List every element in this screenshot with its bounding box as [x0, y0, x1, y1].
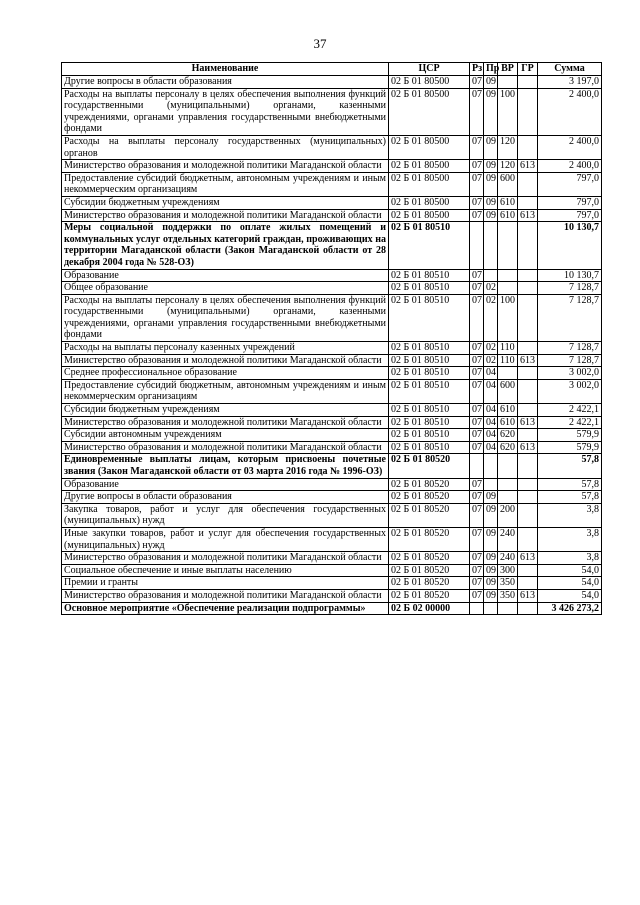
cell-csr: 02 Б 01 80500 — [389, 196, 470, 209]
cell-gr: 613 — [518, 209, 538, 222]
cell-gr — [518, 294, 538, 341]
cell-pr — [484, 602, 498, 615]
cell-rz: 07 — [470, 76, 484, 89]
cell-sum: 54,0 — [538, 577, 602, 590]
cell-rz: 07 — [470, 503, 484, 527]
cell-name: Министерство образования и молодежной политики Магаданской области — [62, 441, 389, 454]
cell-rz: 07 — [470, 282, 484, 295]
cell-sum: 3 197,0 — [538, 76, 602, 89]
cell-gr — [518, 577, 538, 590]
cell-pr: 09 — [484, 589, 498, 602]
cell-pr: 09 — [484, 527, 498, 551]
cell-rz: 07 — [470, 209, 484, 222]
cell-sum: 54,0 — [538, 564, 602, 577]
cell-gr — [518, 222, 538, 269]
cell-gr — [518, 564, 538, 577]
cell-name: Общее образование — [62, 282, 389, 295]
cell-csr: 02 Б 01 80500 — [389, 172, 470, 196]
cell-csr: 02 Б 01 80510 — [389, 222, 470, 269]
cell-pr — [484, 454, 498, 478]
cell-sum: 3,8 — [538, 552, 602, 565]
cell-vr — [498, 282, 518, 295]
cell-vr: 600 — [498, 172, 518, 196]
cell-pr — [484, 478, 498, 491]
cell-rz: 07 — [470, 88, 484, 135]
cell-name: Образование — [62, 478, 389, 491]
cell-rz: 07 — [470, 491, 484, 504]
cell-sum: 2 400,0 — [538, 88, 602, 135]
cell-gr — [518, 88, 538, 135]
cell-sum: 57,8 — [538, 491, 602, 504]
cell-pr: 04 — [484, 367, 498, 380]
cell-name: Закупка товаров, работ и услуг для обеспечения государственных (муниципальных) нужд — [62, 503, 389, 527]
cell-sum: 7 128,7 — [538, 282, 602, 295]
cell-pr: 09 — [484, 552, 498, 565]
cell-name: Предоставление субсидий бюджетным, автономным учреждениям и иным некоммерческим организациям — [62, 172, 389, 196]
cell-pr: 09 — [484, 88, 498, 135]
cell-sum: 3,8 — [538, 503, 602, 527]
table-row — [62, 160, 602, 173]
cell-pr: 04 — [484, 441, 498, 454]
cell-pr — [484, 269, 498, 282]
cell-name: Субсидии бюджетным учреждениям — [62, 196, 389, 209]
cell-rz: 07 — [470, 135, 484, 159]
cell-csr: 02 Б 02 00000 — [389, 602, 470, 615]
cell-gr — [518, 454, 538, 478]
table-row — [62, 196, 602, 209]
cell-gr: 613 — [518, 160, 538, 173]
column-header-name: Наименование — [62, 63, 389, 76]
cell-sum: 2 400,0 — [538, 135, 602, 159]
cell-sum: 54,0 — [538, 589, 602, 602]
cell-vr: 610 — [498, 416, 518, 429]
cell-pr: 09 — [484, 160, 498, 173]
cell-csr: 02 Б 01 80520 — [389, 552, 470, 565]
cell-csr: 02 Б 01 80520 — [389, 564, 470, 577]
cell-name: Социальное обеспечение и иные выплаты населению — [62, 564, 389, 577]
cell-gr — [518, 342, 538, 355]
cell-rz: 07 — [470, 404, 484, 417]
cell-vr — [498, 454, 518, 478]
cell-sum: 57,8 — [538, 454, 602, 478]
cell-name: Единовременные выплаты лицам, которым присвоены почетные звания (Закон Магаданской области от 03 марта 2016 года № 1996-ОЗ) — [62, 454, 389, 478]
cell-csr: 02 Б 01 80520 — [389, 491, 470, 504]
table-row — [62, 441, 602, 454]
cell-name: Министерство образования и молодежной политики Магаданской области — [62, 209, 389, 222]
cell-rz: 07 — [470, 564, 484, 577]
table-row — [62, 429, 602, 442]
cell-pr: 09 — [484, 135, 498, 159]
table-row — [62, 577, 602, 590]
cell-name: Иные закупки товаров, работ и услуг для обеспечения государственных (муниципальных) нужд — [62, 527, 389, 551]
cell-pr: 04 — [484, 416, 498, 429]
cell-name: Расходы на выплаты персоналу в целях обеспечения выполнения функций государственными (муниципальными) органами, казенными учреждениями, органами управления государственными внебюджетными фондами — [62, 294, 389, 341]
cell-gr — [518, 367, 538, 380]
cell-csr: 02 Б 01 80510 — [389, 269, 470, 282]
cell-vr — [498, 269, 518, 282]
table-row — [62, 416, 602, 429]
cell-vr: 240 — [498, 527, 518, 551]
table-row — [62, 491, 602, 504]
column-header-rz: Рз — [470, 63, 484, 76]
cell-vr: 100 — [498, 88, 518, 135]
cell-vr — [498, 76, 518, 89]
cell-gr — [518, 196, 538, 209]
cell-rz: 07 — [470, 589, 484, 602]
cell-csr: 02 Б 01 80510 — [389, 294, 470, 341]
cell-rz: 07 — [470, 379, 484, 403]
cell-gr: 613 — [518, 354, 538, 367]
cell-name: Другие вопросы в области образования — [62, 76, 389, 89]
cell-sum: 3 002,0 — [538, 379, 602, 403]
cell-csr: 02 Б 01 80520 — [389, 503, 470, 527]
cell-rz: 07 — [470, 577, 484, 590]
cell-rz — [470, 454, 484, 478]
cell-rz: 07 — [470, 160, 484, 173]
cell-name: Премии и гранты — [62, 577, 389, 590]
cell-rz: 07 — [470, 354, 484, 367]
cell-sum: 579,9 — [538, 441, 602, 454]
cell-csr: 02 Б 01 80520 — [389, 527, 470, 551]
cell-pr: 09 — [484, 76, 498, 89]
cell-csr: 02 Б 01 80510 — [389, 282, 470, 295]
table-row — [62, 552, 602, 565]
cell-sum: 57,8 — [538, 478, 602, 491]
cell-vr: 110 — [498, 342, 518, 355]
cell-gr — [518, 602, 538, 615]
cell-csr: 02 Б 01 80510 — [389, 404, 470, 417]
cell-csr: 02 Б 01 80500 — [389, 76, 470, 89]
cell-vr: 200 — [498, 503, 518, 527]
cell-sum: 2 400,0 — [538, 160, 602, 173]
cell-pr: 02 — [484, 282, 498, 295]
cell-pr: 09 — [484, 564, 498, 577]
cell-vr — [498, 367, 518, 380]
cell-gr — [518, 282, 538, 295]
column-header-csr: ЦСР — [389, 63, 470, 76]
table-row — [62, 209, 602, 222]
cell-name: Основное мероприятие «Обеспечение реализации подпрограммы» — [62, 602, 389, 615]
cell-pr: 02 — [484, 342, 498, 355]
column-header-sum: Сумма — [538, 63, 602, 76]
cell-csr: 02 Б 01 80510 — [389, 429, 470, 442]
table-header-row — [62, 63, 602, 76]
cell-vr: 610 — [498, 209, 518, 222]
cell-pr: 09 — [484, 209, 498, 222]
cell-rz: 07 — [470, 342, 484, 355]
cell-rz: 07 — [470, 269, 484, 282]
cell-gr: 613 — [518, 589, 538, 602]
cell-csr: 02 Б 01 80510 — [389, 416, 470, 429]
cell-rz: 07 — [470, 441, 484, 454]
cell-gr — [518, 172, 538, 196]
cell-vr: 240 — [498, 552, 518, 565]
cell-name: Расходы на выплаты персоналу казенных учреждений — [62, 342, 389, 355]
cell-name: Министерство образования и молодежной политики Магаданской области — [62, 354, 389, 367]
table-body — [62, 76, 602, 615]
cell-pr: 04 — [484, 429, 498, 442]
cell-csr: 02 Б 01 80500 — [389, 209, 470, 222]
cell-vr: 120 — [498, 135, 518, 159]
table-row — [62, 367, 602, 380]
cell-csr: 02 Б 01 80500 — [389, 135, 470, 159]
cell-csr: 02 Б 01 80520 — [389, 577, 470, 590]
table-row — [62, 222, 602, 269]
cell-sum: 10 130,7 — [538, 222, 602, 269]
cell-vr: 610 — [498, 196, 518, 209]
cell-csr: 02 Б 01 80520 — [389, 589, 470, 602]
cell-sum: 7 128,7 — [538, 294, 602, 341]
cell-rz: 07 — [470, 552, 484, 565]
table-row — [62, 354, 602, 367]
cell-pr: 04 — [484, 404, 498, 417]
table-row — [62, 527, 602, 551]
cell-sum: 3,8 — [538, 527, 602, 551]
cell-name: Министерство образования и молодежной политики Магаданской области — [62, 589, 389, 602]
cell-vr: 300 — [498, 564, 518, 577]
table-row — [62, 589, 602, 602]
cell-sum: 2 422,1 — [538, 416, 602, 429]
cell-name: Среднее профессиональное образование — [62, 367, 389, 380]
table-row — [62, 294, 602, 341]
cell-csr: 02 Б 01 80510 — [389, 379, 470, 403]
table-row — [62, 404, 602, 417]
cell-sum: 579,9 — [538, 429, 602, 442]
cell-pr: 04 — [484, 379, 498, 403]
cell-vr: 350 — [498, 577, 518, 590]
cell-rz: 07 — [470, 478, 484, 491]
cell-gr — [518, 429, 538, 442]
table-row — [62, 269, 602, 282]
budget-table — [61, 62, 602, 615]
cell-name: Субсидии бюджетным учреждениям — [62, 404, 389, 417]
cell-csr: 02 Б 01 80510 — [389, 354, 470, 367]
cell-name: Субсидии автономным учреждениям — [62, 429, 389, 442]
cell-sum: 797,0 — [538, 172, 602, 196]
cell-name: Расходы на выплаты персоналу государственных (муниципальных) органов — [62, 135, 389, 159]
cell-csr: 02 Б 01 80500 — [389, 88, 470, 135]
cell-vr — [498, 478, 518, 491]
table-row — [62, 88, 602, 135]
page-number: 37 — [313, 36, 327, 51]
cell-gr — [518, 76, 538, 89]
cell-vr: 120 — [498, 160, 518, 173]
cell-csr: 02 Б 01 80510 — [389, 342, 470, 355]
cell-csr: 02 Б 01 80520 — [389, 478, 470, 491]
cell-pr: 09 — [484, 196, 498, 209]
cell-sum: 3 426 273,2 — [538, 602, 602, 615]
cell-gr — [518, 269, 538, 282]
cell-gr — [518, 404, 538, 417]
table-row — [62, 172, 602, 196]
table-row — [62, 282, 602, 295]
cell-sum: 797,0 — [538, 196, 602, 209]
cell-csr: 02 Б 01 80520 — [389, 454, 470, 478]
cell-vr: 620 — [498, 429, 518, 442]
table-row — [62, 602, 602, 615]
cell-vr: 110 — [498, 354, 518, 367]
cell-pr: 02 — [484, 354, 498, 367]
cell-name: Министерство образования и молодежной политики Магаданской области — [62, 160, 389, 173]
cell-vr — [498, 491, 518, 504]
table-row — [62, 379, 602, 403]
cell-gr: 613 — [518, 416, 538, 429]
cell-gr — [518, 478, 538, 491]
column-header-vr: ВР — [498, 63, 518, 76]
cell-name: Предоставление субсидий бюджетным, автономным учреждениям и иным некоммерческим организациям — [62, 379, 389, 403]
table-row — [62, 503, 602, 527]
cell-pr: 09 — [484, 577, 498, 590]
cell-vr: 620 — [498, 441, 518, 454]
cell-name: Другие вопросы в области образования — [62, 491, 389, 504]
cell-sum: 7 128,7 — [538, 354, 602, 367]
cell-rz: 07 — [470, 196, 484, 209]
cell-pr: 09 — [484, 491, 498, 504]
cell-vr: 600 — [498, 379, 518, 403]
cell-vr — [498, 602, 518, 615]
cell-sum: 2 422,1 — [538, 404, 602, 417]
cell-pr: 02 — [484, 294, 498, 341]
cell-rz: 07 — [470, 416, 484, 429]
column-header-gr: ГР — [518, 63, 538, 76]
table-row — [62, 76, 602, 89]
cell-csr: 02 Б 01 80510 — [389, 367, 470, 380]
table-row — [62, 342, 602, 355]
cell-csr: 02 Б 01 80500 — [389, 160, 470, 173]
cell-vr: 100 — [498, 294, 518, 341]
cell-rz — [470, 602, 484, 615]
cell-vr — [498, 222, 518, 269]
cell-vr: 610 — [498, 404, 518, 417]
cell-gr — [518, 491, 538, 504]
cell-name: Министерство образования и молодежной политики Магаданской области — [62, 552, 389, 565]
cell-pr: 09 — [484, 503, 498, 527]
cell-sum: 7 128,7 — [538, 342, 602, 355]
cell-pr: 09 — [484, 172, 498, 196]
cell-gr — [518, 135, 538, 159]
cell-vr: 350 — [498, 589, 518, 602]
cell-gr — [518, 503, 538, 527]
cell-rz — [470, 222, 484, 269]
cell-rz: 07 — [470, 367, 484, 380]
cell-rz: 07 — [470, 172, 484, 196]
cell-name: Расходы на выплаты персоналу в целях обеспечения выполнения функций государственными (муниципальными) органами, казенными учреждениями, органами управления государственными внебюджетными фондами — [62, 88, 389, 135]
cell-pr — [484, 222, 498, 269]
cell-sum: 797,0 — [538, 209, 602, 222]
cell-rz: 07 — [470, 294, 484, 341]
cell-name: Меры социальной поддержки по оплате жилых помещений и коммунальных услуг отдельных категорий граждан, проживающих на территории Магаданской области (Закон Магаданской области от 28 декабря 2004 года № 528-ОЗ) — [62, 222, 389, 269]
cell-rz: 07 — [470, 429, 484, 442]
column-header-pr: Пр — [484, 63, 498, 76]
cell-gr: 613 — [518, 441, 538, 454]
table-row — [62, 478, 602, 491]
cell-name: Образование — [62, 269, 389, 282]
cell-sum: 3 002,0 — [538, 367, 602, 380]
table-row — [62, 135, 602, 159]
cell-rz: 07 — [470, 527, 484, 551]
cell-name: Министерство образования и молодежной политики Магаданской области — [62, 416, 389, 429]
table-row — [62, 564, 602, 577]
table-row — [62, 454, 602, 478]
cell-sum: 10 130,7 — [538, 269, 602, 282]
cell-gr: 613 — [518, 552, 538, 565]
cell-gr — [518, 379, 538, 403]
cell-csr: 02 Б 01 80510 — [389, 441, 470, 454]
cell-gr — [518, 527, 538, 551]
